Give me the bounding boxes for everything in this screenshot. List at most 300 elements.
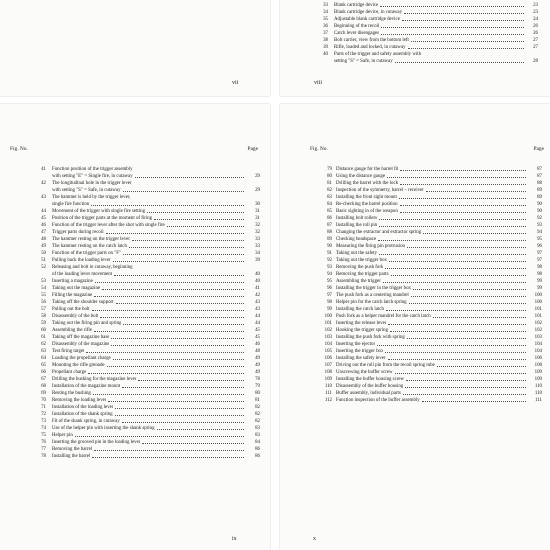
dot-leader: [123, 323, 244, 325]
page-ref: 104: [534, 342, 542, 347]
dot-leader: [413, 288, 526, 290]
figure-title: Drilling the bushing for the magazine lever: [52, 377, 137, 382]
figure-list: [318, 166, 542, 404]
figure-entry: [318, 334, 542, 341]
dot-leader: [423, 232, 526, 234]
figure-entry: [318, 215, 542, 222]
figure-number: 111: [325, 391, 332, 396]
figure-title: Resting the bushing: [52, 391, 91, 396]
dot-leader: [115, 414, 244, 416]
figure-number: 47: [41, 230, 46, 235]
figure-title: Installing the barrel: [52, 454, 91, 459]
figure-entry: [28, 292, 260, 299]
dot-leader: [389, 260, 526, 262]
figure-entry: [28, 369, 260, 376]
figure-number: 45: [41, 216, 46, 221]
page-ref: 82: [255, 405, 260, 410]
figure-entry: [316, 9, 538, 16]
figure-entry: [28, 166, 260, 180]
figure-entry: [318, 278, 542, 285]
figure-title: Unscrewing the buffer screw: [336, 370, 393, 375]
dot-leader: [395, 372, 526, 374]
page-ref: 100: [534, 300, 542, 305]
figure-entry: [318, 173, 542, 180]
figure-title: Test firing target: [52, 349, 85, 354]
dot-leader: [123, 190, 244, 192]
figure-title: Using the distance gauge: [336, 174, 386, 179]
figure-title: Taking off the shoulder support: [52, 300, 114, 305]
dot-leader: [142, 442, 244, 444]
figure-number: 61: [41, 335, 46, 340]
page-ref: 29: [255, 174, 260, 179]
dot-leader: [391, 274, 526, 276]
page-ref: 49: [255, 363, 260, 368]
dot-leader: [387, 176, 526, 178]
figure-title: Installing bolt rollers: [336, 216, 378, 221]
dot-leader: [138, 379, 244, 381]
figure-entry: [28, 180, 260, 194]
figure-title: Removing the barrel: [52, 447, 93, 452]
page-number: ix: [232, 536, 237, 542]
figure-number: 90: [327, 244, 332, 249]
figure-title: of the loading lever movement: [52, 272, 113, 277]
dot-leader: [135, 176, 244, 178]
figure-title: single fire function: [52, 202, 90, 207]
figure-number: 67: [41, 377, 46, 382]
figure-entry: [318, 327, 542, 334]
figure-entry: [28, 453, 260, 460]
dot-leader: [167, 225, 244, 227]
dot-leader: [157, 428, 244, 430]
figure-title: Catch lever disengages: [334, 31, 380, 36]
figure-number: 34: [323, 10, 328, 15]
figure-number: 49: [41, 244, 46, 249]
figure-entry: [318, 257, 542, 264]
fig-number-header: Fig. No.: [10, 146, 28, 152]
dot-leader: [94, 295, 244, 297]
figure-title: The hammer resting on the catch latch: [52, 244, 127, 249]
figure-number: 78: [41, 454, 46, 459]
figure-title: Assembling the rifle: [52, 328, 92, 333]
page-ref: 87: [537, 167, 542, 172]
figure-number: 92: [327, 258, 332, 263]
figure-title: Removing the loading lever: [52, 398, 107, 403]
figure-title: Rifle, loaded and locked, in cutaway: [334, 45, 406, 50]
figure-entry: [318, 264, 542, 271]
figure-number: 80: [327, 174, 332, 179]
page-ref: 79: [255, 384, 260, 389]
figure-number: 63: [41, 349, 46, 354]
figure-title: Helper pin: [52, 433, 73, 438]
figure-entry: [28, 397, 260, 404]
figure-number: 60: [41, 328, 46, 333]
column-headers: [310, 146, 544, 152]
dot-leader: [122, 421, 244, 423]
page-ref: 97: [537, 251, 542, 256]
page-ref: 29: [255, 188, 260, 193]
figure-title: Taking out the safety: [336, 251, 378, 256]
figure-title: Inspection of the symmetry, barrel – receiver: [336, 188, 424, 193]
page-ref: 31: [255, 209, 260, 214]
figure-number: 77: [41, 447, 46, 452]
figure-number: 46: [41, 223, 46, 228]
figure-number: 55: [41, 293, 46, 298]
figure-title: Function of the trigger parts on "F": [52, 251, 121, 256]
dot-leader: [400, 169, 526, 171]
page-ref: 33: [255, 244, 260, 249]
figure-number: 43: [41, 195, 46, 200]
figure-entry: [318, 229, 542, 236]
page-ref: 45: [255, 328, 260, 333]
figure-entry: [28, 404, 260, 411]
figure-title: Beginning of the recoil: [334, 24, 380, 29]
dot-leader: [88, 372, 244, 374]
dot-leader: [379, 218, 526, 220]
figure-title: Adjustable blank cartridge device: [334, 17, 400, 22]
figure-title: Measuring the firing pin protrusion: [336, 244, 406, 249]
dot-leader: [92, 309, 244, 311]
figure-number: 105: [324, 349, 332, 354]
figure-number: 93: [327, 265, 332, 270]
figure-title: Push fork as a helper mandrel for the catch latch: [336, 314, 431, 319]
dot-leader: [114, 274, 244, 276]
page-ref: 26: [533, 31, 538, 36]
figure-entry: [318, 222, 542, 229]
figure-title: Inserting the ejector: [336, 342, 376, 347]
figure-title: Disassembly of the buffer housing: [336, 384, 404, 389]
page-header: Page: [247, 146, 258, 152]
dot-leader: [402, 19, 524, 21]
page-ref: 48: [255, 349, 260, 354]
dot-leader: [132, 239, 244, 241]
figure-title: Installing the trigger in the trigger box: [336, 286, 411, 291]
page-ref: 33: [255, 237, 260, 242]
figure-title: The longitudinal hole in the trigger lever: [52, 181, 132, 186]
dot-leader: [92, 456, 244, 458]
figure-number: 74: [41, 426, 46, 431]
page-ref: 83: [255, 426, 260, 431]
figure-title: Re-checking the barrel position: [336, 202, 398, 207]
page-ref: 82: [255, 419, 260, 424]
figure-number: 73: [41, 419, 46, 424]
page-ref: 32: [255, 230, 260, 235]
figure-entry: [28, 236, 260, 243]
column-headers: [10, 146, 260, 152]
page-ref: 98: [537, 265, 542, 270]
figure-number: 66: [41, 370, 46, 375]
page-ref: 43: [255, 300, 260, 305]
figure-title: Assembling the trigger: [336, 279, 381, 284]
figure-number: 110: [324, 384, 332, 389]
figure-number: 106: [324, 356, 332, 361]
figure-title: Bolt carrier, view from the bottom left: [334, 38, 409, 43]
page-ref: 23: [533, 10, 538, 15]
figure-entry: [28, 222, 260, 229]
figure-title: Inserting the trigger box: [336, 349, 384, 354]
dot-leader: [379, 225, 526, 227]
figure-number: 85: [327, 209, 332, 214]
page-ref: 93: [537, 223, 542, 228]
dot-leader: [409, 302, 526, 304]
figure-number: 48: [41, 237, 46, 242]
dot-leader: [388, 323, 526, 325]
figure-title: Helper pin for the catch latch spring: [336, 300, 407, 305]
dot-leader: [111, 337, 244, 339]
page-ref: 90: [537, 209, 542, 214]
figure-entry: [28, 383, 260, 390]
dot-leader: [388, 358, 526, 360]
dot-leader: [405, 386, 526, 388]
figure-number: 108: [324, 370, 332, 375]
figure-entry: [28, 418, 260, 425]
figure-title: Inserting the grooved pin in the loading lever: [52, 440, 141, 445]
dot-leader: [100, 316, 244, 318]
figure-entry: [318, 376, 542, 383]
figure-title: The hammer resting on the trigger lever: [52, 237, 130, 242]
figure-number: 75: [41, 433, 46, 438]
figure-number: 89: [327, 237, 332, 242]
dot-leader: [399, 197, 526, 199]
page-ref: 109: [534, 377, 542, 382]
figure-number: 64: [41, 356, 46, 361]
figure-entry: [28, 194, 260, 208]
figure-entry: [28, 376, 260, 383]
dot-leader: [113, 358, 244, 360]
dot-leader: [123, 253, 244, 255]
figure-number: 62: [41, 342, 46, 347]
figure-title: Drilling the barrel with the lock: [336, 181, 399, 186]
figure-title: Installing the push fork with spring: [336, 335, 405, 340]
page-ref: 82: [255, 412, 260, 417]
page-ref: 99: [537, 286, 542, 291]
dot-leader: [386, 309, 526, 311]
page-ref: 78: [255, 377, 260, 382]
figure-number: 99: [327, 307, 332, 312]
dot-leader: [102, 288, 244, 290]
page-ref: 111: [535, 398, 542, 403]
figure-title: Loading the propellant charge: [52, 356, 111, 361]
figure-title: Disassembly of the magazine: [52, 342, 110, 347]
figure-title: Installation of the loading lever: [52, 405, 114, 410]
figure-title: Position of the trigger parts at the moment of firing: [52, 216, 153, 221]
figure-entry: [316, 44, 538, 51]
figure-title: The hammer is held by the trigger lever,: [52, 195, 131, 200]
dot-leader: [407, 337, 526, 339]
dot-leader: [75, 435, 244, 437]
figure-number: 37: [323, 31, 328, 36]
figure-entry: [28, 264, 260, 278]
figure-number: 65: [41, 363, 46, 368]
dot-leader: [108, 400, 244, 402]
figure-title: The push fork as a centering mandrel: [336, 293, 409, 298]
figure-number: 94: [327, 272, 332, 277]
figure-number: 41: [41, 167, 46, 172]
figure-entry: [318, 194, 542, 201]
page-ref: 39: [255, 258, 260, 263]
figure-entry: [28, 334, 260, 341]
figure-number: 101: [324, 321, 332, 326]
figure-title: Inserting a magazine: [52, 279, 93, 284]
figure-number: 58: [41, 314, 46, 319]
page-number: vii: [232, 80, 239, 86]
figure-number: 70: [41, 398, 46, 403]
figure-title: Movement of the trigger with single fire setting: [52, 209, 146, 214]
dot-leader: [404, 12, 524, 14]
figure-entry: [28, 208, 260, 215]
figure-number: 50: [41, 251, 46, 256]
figure-entry: [318, 299, 542, 306]
figure-number: 76: [41, 440, 46, 445]
page-ref: 102: [534, 328, 542, 333]
figure-title: Fit of the shank spring, in cutaway: [52, 419, 120, 424]
dot-leader: [408, 47, 524, 49]
figure-entry: [28, 327, 260, 334]
dot-leader: [111, 344, 244, 346]
figure-list: [316, 2, 538, 65]
figure-number: 95: [327, 279, 332, 284]
page-header: Page: [533, 146, 544, 152]
page-ref: 32: [255, 223, 260, 228]
page-ref: 28: [533, 59, 538, 64]
figure-title: Hooking the trigger spring: [336, 328, 389, 333]
figure-number: 33: [323, 3, 328, 8]
figure-entry: [316, 23, 538, 30]
figure-title: Function position of the trigger assembly: [52, 167, 133, 172]
figure-list: [28, 166, 260, 460]
figure-title: setting "S" = Safe, in cutaway: [334, 59, 393, 64]
dot-leader: [381, 33, 524, 35]
figure-title: Pulling out the bolt: [52, 307, 90, 312]
page-number: x: [313, 536, 316, 542]
dot-leader: [379, 253, 526, 255]
figure-title: Taking out the firing pin and spring: [52, 321, 122, 326]
page-ref: 92: [537, 216, 542, 221]
figure-entry: [28, 306, 260, 313]
dot-leader: [147, 211, 244, 213]
figure-title: Blank cartridge device, in cutaway: [334, 10, 403, 15]
figure-title: Taking out the trigger box: [336, 258, 387, 263]
figure-entry: [318, 369, 542, 376]
dot-leader: [106, 232, 244, 234]
figure-number: 86: [327, 216, 332, 221]
figure-entry: [316, 51, 538, 65]
figure-number: 59: [41, 321, 46, 326]
figure-title: Installing the buffer housing screw: [336, 377, 405, 382]
figure-number: 40: [323, 52, 328, 57]
figure-title: Parts of the trigger and safety assembly with: [334, 52, 422, 57]
figure-entry: [28, 229, 260, 236]
dot-leader: [93, 393, 244, 395]
figure-number: 100: [324, 314, 332, 319]
figure-number: 96: [327, 286, 332, 291]
figure-title: Propellant charge: [52, 370, 87, 375]
figure-title: Taking out the magazine: [52, 286, 101, 291]
figure-title: Filling the magazine: [52, 293, 93, 298]
figure-number: 102: [324, 328, 332, 333]
figure-number: 107: [324, 363, 332, 368]
figure-number: 79: [327, 167, 332, 172]
page-ref: 24: [533, 17, 538, 22]
page-ref: 104: [534, 349, 542, 354]
dot-leader: [94, 449, 244, 451]
page-ref: 23: [533, 3, 538, 8]
figure-entry: [318, 348, 542, 355]
page-ref: 89: [537, 195, 542, 200]
figure-entry: [318, 292, 542, 299]
figure-title: Installing the roll pin: [336, 223, 378, 228]
page-ref: 110: [534, 384, 542, 389]
figure-number: 81: [327, 181, 332, 186]
page-ref: 26: [533, 24, 538, 29]
page-ref: 99: [537, 279, 542, 284]
figure-entry: [318, 306, 542, 313]
figure-number: 57: [41, 307, 46, 312]
figure-title: Installing the catch latch: [336, 307, 384, 312]
page-ref: 95: [537, 237, 542, 242]
dot-leader: [377, 344, 526, 346]
page-ref: 34: [255, 251, 260, 256]
figure-title: Buffer assembly, individual parts: [336, 391, 401, 396]
figure-entry: [28, 355, 260, 362]
figure-entry: [318, 250, 542, 257]
page-ref: 88: [537, 181, 542, 186]
figure-title: Releasing and bolt in cutaway, beginning: [52, 265, 133, 270]
figure-entry: [28, 432, 260, 439]
figure-title: Installation of the shank spring: [52, 412, 113, 417]
figure-entry: [318, 271, 542, 278]
page-ref: 86: [255, 454, 260, 459]
figure-number: 51: [41, 258, 46, 263]
page-ref: 100: [534, 293, 542, 298]
dot-leader: [115, 407, 244, 409]
figure-entry: [28, 348, 260, 355]
dot-leader: [94, 330, 244, 332]
figure-title: with setting "S" = Safe, in cutaway: [52, 188, 121, 193]
figure-entry: [316, 30, 538, 37]
page-ref: 42: [255, 293, 260, 298]
dot-leader: [122, 386, 244, 388]
figure-number: 54: [41, 286, 46, 291]
dot-leader: [406, 379, 526, 381]
dot-leader: [390, 330, 526, 332]
figure-number: 69: [41, 391, 46, 396]
figure-entry: [28, 313, 260, 320]
page-top-right: [280, 0, 550, 96]
figure-entry: [28, 243, 260, 250]
figure-number: 38: [323, 38, 328, 43]
figure-number: 97: [327, 293, 332, 298]
dot-leader: [113, 260, 244, 262]
figure-title: Driving out the roll pin from the recoil spring tube: [336, 363, 435, 368]
page-ref: 102: [534, 321, 542, 326]
figure-entry: [316, 37, 538, 44]
dot-leader: [433, 316, 526, 318]
figure-title: Use of the helper pin with inserting the shank spring: [52, 426, 155, 431]
figure-entry: [28, 411, 260, 418]
figure-number: 109: [324, 377, 332, 382]
dot-leader: [154, 218, 244, 220]
figure-number: 44: [41, 209, 46, 214]
page-ref: 44: [255, 321, 260, 326]
dot-leader: [437, 365, 526, 367]
figure-entry: [318, 180, 542, 187]
page-ref: 30: [255, 202, 260, 207]
page-ref: 27: [533, 38, 538, 43]
dot-leader: [400, 204, 526, 206]
figure-title: Pulling back the loading lever: [52, 258, 111, 263]
figure-entry: [28, 285, 260, 292]
figure-entry: [316, 2, 538, 9]
